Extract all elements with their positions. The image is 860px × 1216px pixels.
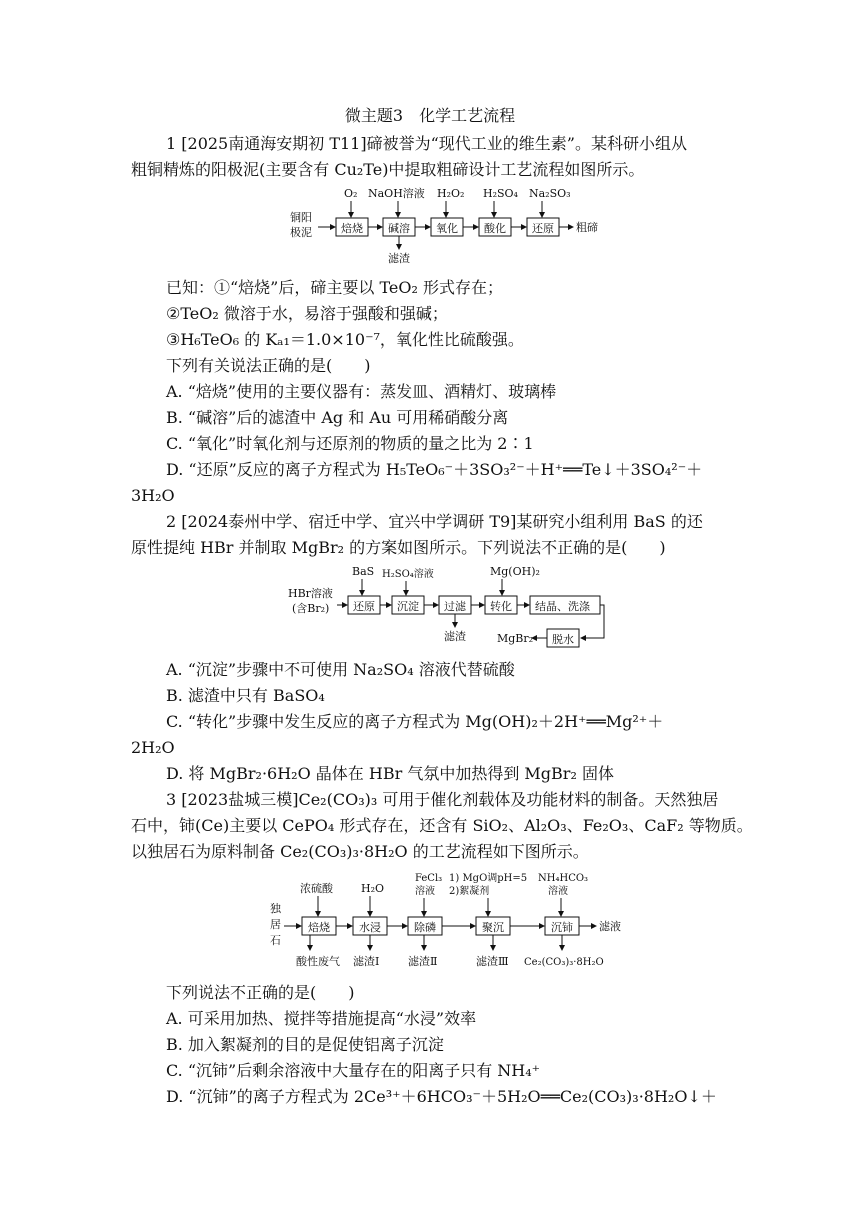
- q1-step-roast: 焙烧: [341, 222, 363, 235]
- q2-waste: 滤渣: [444, 630, 466, 643]
- q1-waste: 滤渣: [388, 252, 410, 265]
- q2-step-precipitate: 沉淀: [397, 600, 419, 613]
- q1-reagent-h2so4: H₂SO₄: [483, 187, 518, 200]
- q3-reagent-mgo: 1) MgO调pH=5: [449, 873, 528, 884]
- q1-known-1: 已知：①“焙烧”后，碲主要以 TeO₂ 形式存在；: [166, 278, 503, 297]
- q3-line-3: 以独居石为原料制备 Ce₂(CO₃)₃·8H₂O 的工艺流程如下图所示。: [131, 842, 589, 861]
- q1-option-d: D. “还原”反应的离子方程式为 H₅TeO₆⁻＋3SO₃²⁻＋H⁺══Te↓＋3SO₄²⁻＋: [166, 460, 703, 479]
- q3-step-precip-ce: 沉铈: [551, 921, 573, 934]
- q3-start-1: 独: [270, 902, 281, 915]
- q3-step-roast: 焙烧: [308, 921, 330, 934]
- q3-output-residue-2: 滤渣Ⅱ: [408, 955, 438, 968]
- q3-output-product: Ce₂(CO₃)₃·8H₂O: [524, 957, 604, 968]
- q3-reagent-flocculant: 2)絮凝剂: [449, 886, 490, 897]
- q3-product: 滤液: [599, 920, 621, 933]
- q1-option-c: C. “氧化”时氧化剂与还原剂的物质的量之比为 2∶1: [166, 434, 534, 453]
- q3-line-1: 3 [2023盐城三模]Ce₂(CO₃)₃ 可用于催化剂载体及功能材料的制备。天然独居: [166, 790, 719, 809]
- q3-reagent-fecl3: FeCl₃: [415, 873, 443, 884]
- q1-step-acidify: 酸化: [484, 222, 506, 235]
- q1-product: 粗碲: [576, 221, 598, 234]
- q2-option-b: B. 滤渣中只有 BaSO₄: [166, 686, 325, 705]
- q1-option-a: A. “焙烧”使用的主要仪器有：蒸发皿、酒精灯、玻璃棒: [166, 382, 557, 401]
- q2-step-crystallize: 结晶、洗涤: [535, 600, 590, 613]
- q2-step-dehydrate: 脱水: [552, 633, 574, 646]
- page-title: 微主题3 化学工艺流程: [344, 106, 516, 125]
- q3-start-2: 居: [270, 918, 281, 931]
- q3-option-c: C. “沉铈”后剩余溶液中大量存在的阳离子只有 NH₄⁺: [166, 1061, 541, 1080]
- q1-step-alkali: 碱溶: [388, 222, 410, 235]
- q3-output-gas: 酸性废气: [296, 955, 340, 968]
- q1-start-1: 铜阳: [290, 211, 312, 224]
- q3-reagent-h2o: H₂O: [361, 882, 385, 895]
- q2-reagent-bas: BaS: [352, 565, 375, 578]
- q1-step-oxidize: 氧化: [436, 222, 458, 235]
- q1-known-2: ②TeO₂ 微溶于水，易溶于强酸和强碱；: [166, 304, 448, 323]
- q3-stem: 下列说法不正确的是( ): [166, 983, 355, 1002]
- q2-step-filter: 过滤: [444, 600, 466, 613]
- q3-reagent-fecl3-sol: 溶液: [415, 886, 435, 897]
- q3-reagent-nh4hco3: NH₄HCO₃: [538, 873, 589, 884]
- q2-start-2: (含Br₂): [292, 602, 330, 615]
- q1-start-2: 极泥: [290, 226, 312, 239]
- q1-flow-diagram: [280, 183, 610, 265]
- q1-line-2: 粗铜精炼的阳极泥(主要含有 Cu₂Te)中提取粗碲设计工艺流程如图所示。: [131, 160, 645, 179]
- q2-option-c-cont: 2H₂O: [131, 738, 175, 757]
- q3-line-2: 石中，铈(Ce)主要以 CePO₄ 形式存在，还含有 SiO₂、Al₂O₃、Fe₂O₃、CaF₂ 等物质。: [131, 816, 753, 835]
- q2-reagent-h2so4: H₂SO₄溶液: [382, 569, 434, 580]
- q1-reagent-h2o2: H₂O₂: [437, 187, 465, 200]
- q2-flow-diagram: [282, 563, 612, 653]
- q2-step-convert: 转化: [490, 600, 512, 613]
- q1-option-d-cont: 3H₂O: [131, 486, 175, 505]
- q1-known-3: ③H₆TeO₆ 的 Kₐ₁＝1.0×10⁻⁷，氧化性比硫酸强。: [166, 330, 524, 349]
- q2-line-1: 2 [2024泰州中学、宿迁中学、宜兴中学调研 T9]某研究小组利用 BaS 的还: [166, 512, 703, 531]
- q1-reagent-na2so3: Na₂SO₃: [529, 187, 571, 200]
- q1-reagent-naoh: NaOH溶液: [368, 187, 425, 200]
- q3-start-3: 石: [270, 934, 281, 947]
- q2-product: MgBr₂: [497, 632, 534, 645]
- q2-option-c: C. “转化”步骤中发生反应的离子方程式为 Mg(OH)₂＋2H⁺══Mg²⁺＋: [166, 712, 664, 731]
- q3-flow-diagram: [258, 868, 638, 972]
- q1-stem: 下列有关说法正确的是( ): [166, 356, 371, 375]
- q2-step-reduce: 还原: [353, 600, 375, 613]
- q3-step-coagulate: 聚沉: [482, 921, 504, 934]
- q3-reagent-h2so4: 浓硫酸: [300, 882, 333, 895]
- q1-step-reduce: 还原: [532, 222, 554, 235]
- q3-step-leach: 水浸: [359, 921, 381, 934]
- q3-option-b: B. 加入絮凝剂的目的是促使铝离子沉淀: [166, 1035, 444, 1054]
- q2-option-a: A. “沉淀”步骤中不可使用 Na₂SO₄ 溶液代替硫酸: [166, 660, 515, 679]
- q2-reagent-mgoh2: Mg(OH)₂: [490, 565, 540, 578]
- q3-option-a: A. 可采用加热、搅拌等措施提高“水浸”效率: [166, 1009, 477, 1028]
- q3-output-residue-3: 滤渣Ⅲ: [476, 955, 509, 968]
- q3-output-residue-1: 滤渣Ⅰ: [353, 955, 380, 968]
- q1-line-1: 1 [2025南通海安期初 T11]碲被誉为“现代工业的维生素”。某科研小组从: [166, 134, 687, 153]
- q2-option-d: D. 将 MgBr₂·6H₂O 晶体在 HBr 气氛中加热得到 MgBr₂ 固体: [166, 764, 614, 783]
- q2-line-2: 原性提纯 HBr 并制取 MgBr₂ 的方案如图所示。下列说法不正确的是( ): [131, 538, 666, 557]
- q3-reagent-nh4hco3-sol: 溶液: [548, 886, 568, 897]
- q3-option-d: D. “沉铈”的离子方程式为 2Ce³⁺＋6HCO₃⁻＋5H₂O══Ce₂(CO₃)₃·8H₂O↓＋: [166, 1087, 717, 1106]
- q1-reagent-o2: O₂: [344, 187, 358, 200]
- q1-option-b: B. “碱溶”后的滤渣中 Ag 和 Au 可用稀硝酸分离: [166, 408, 509, 427]
- q3-step-dephos: 除磷: [414, 921, 436, 934]
- q2-start-1: HBr溶液: [288, 587, 333, 600]
